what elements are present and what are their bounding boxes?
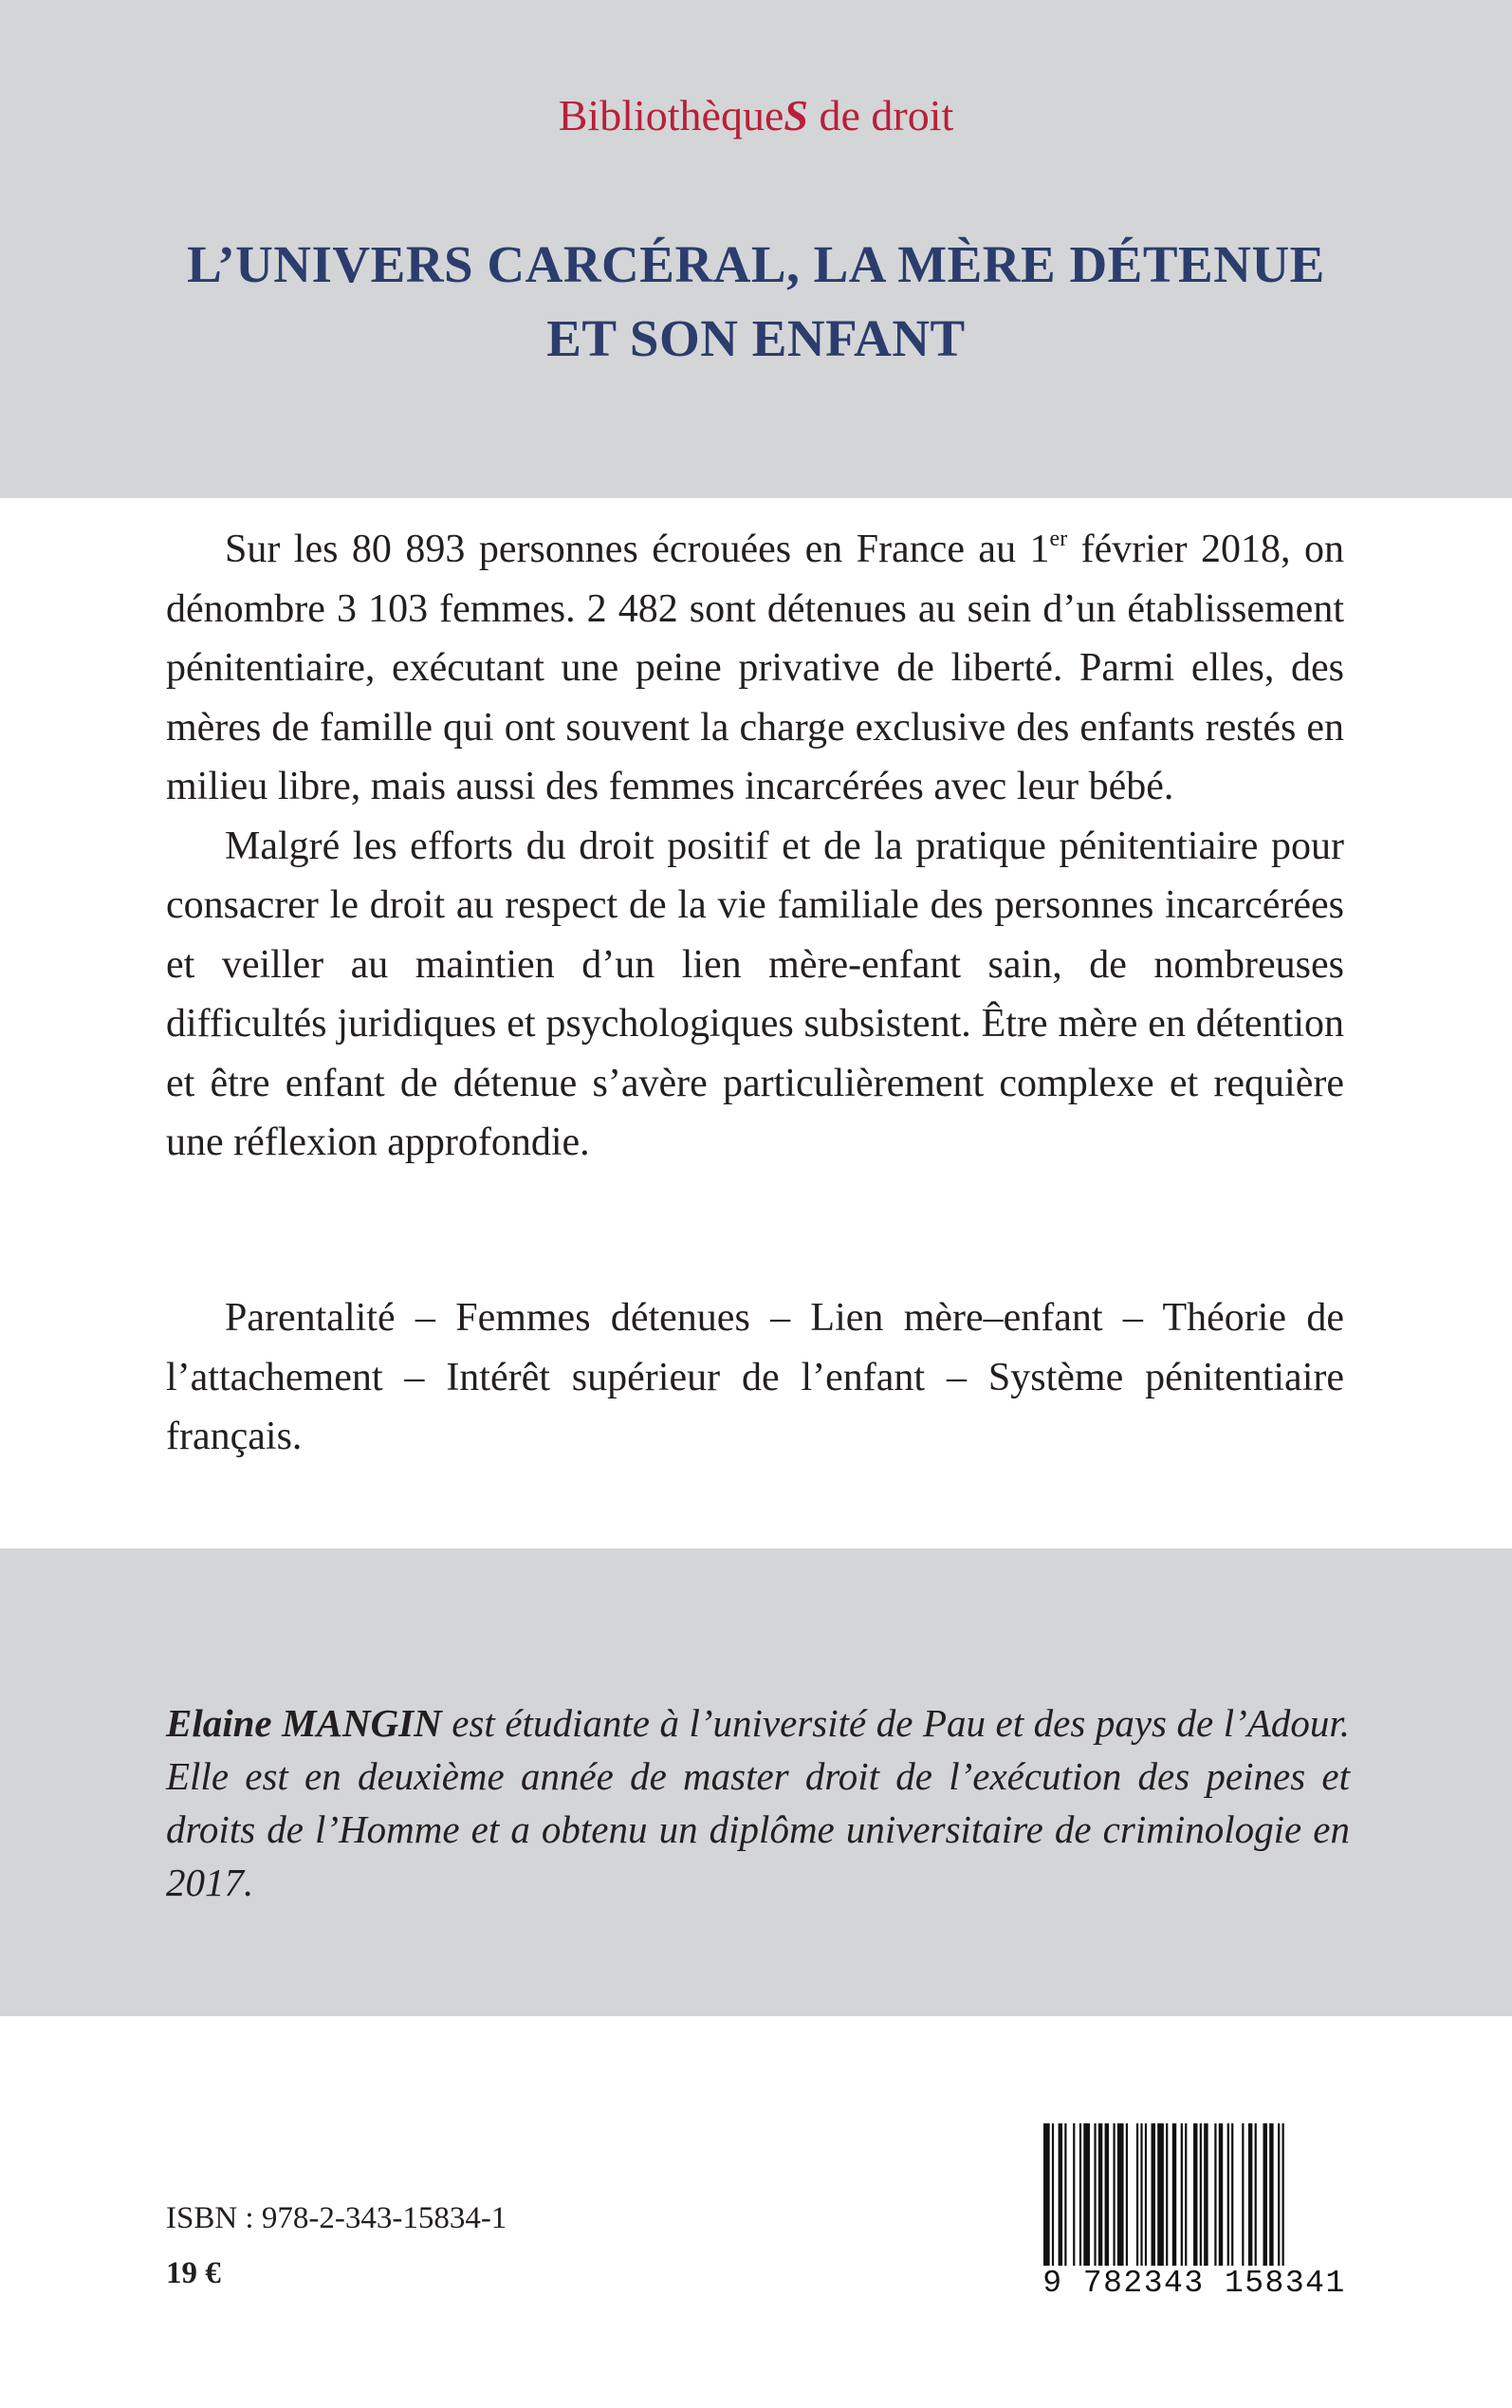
barcode-bar (1278, 2123, 1280, 2266)
barcode-bar (1157, 2123, 1164, 2266)
barcode-bar (1140, 2123, 1142, 2266)
book-title (0, 228, 1512, 376)
barcode-bar (1255, 2123, 1257, 2266)
collection-s: S (784, 91, 808, 139)
barcode-bar (1098, 2123, 1102, 2266)
barcode-bar (1126, 2123, 1128, 2266)
author-bio-text: est étudiante à l’université de Pau et des pays de l’Adour. Elle est en deuxième année de master droit de l’exécution des peines et droits de l’Homme et a obtenu un diplôme universitaire de criminologie en 2017. (166, 1701, 1351, 1904)
barcode-bar (1204, 2123, 1208, 2266)
barcode-bar (1145, 2123, 1147, 2266)
collection-rest: de droit (807, 91, 954, 139)
title-line-2: ET SON ENFANT (546, 309, 966, 367)
barcode-bar (1181, 2123, 1183, 2266)
barcode-bar (1113, 2123, 1115, 2266)
superscript-er: er (1049, 527, 1068, 551)
barcode-bar (1214, 2123, 1216, 2266)
summary-paragraph-2: Malgré les efforts du droit positif et de la pratique pénitentiaire pour consacrer le droit au respect de la vie familiale des personnes incarcérées et veiller au maintien d’un lien mère-enfant sain, de nombreuses difficultés juridiques et psychologiques subsistent. Être mère en détention et être enfant de détenue s’avère particulièrement complexe et requière une réflexion approfondie. (166, 824, 1344, 1164)
barcode-bar (1094, 2123, 1096, 2266)
collection-name (0, 87, 1512, 144)
barcode-bar (1064, 2123, 1066, 2266)
summary (166, 520, 1344, 1173)
barcode-bar (1242, 2123, 1244, 2266)
barcode-bar (1282, 2123, 1284, 2266)
author-bio (166, 1696, 1350, 1909)
barcode-bar (1152, 2123, 1155, 2266)
barcode-bar (1043, 2123, 1050, 2266)
barcode-bar (1117, 2123, 1124, 2266)
barcode-bar (1231, 2123, 1233, 2266)
barcode (1034, 2116, 1355, 2306)
barcode-bars (1043, 2123, 1345, 2266)
author-name: Elaine MANGIN (166, 1701, 442, 1745)
barcode-bar (1083, 2123, 1090, 2266)
barcode-bar (1200, 2123, 1202, 2266)
summary-p1-rest: février 2018, on dénombre 3 103 femmes. 2 482 sont détenues au sein d’un établissement pénitentiaire, exécutant une peine privative de liberté. Parmi elles, des mères de famille qui ont souvent la charge exclusive des enfants restés en milieu libre, mais aussi des femmes incarcérées avec leur bébé. (166, 528, 1344, 808)
barcode-bar (1269, 2123, 1273, 2266)
barcode-bar (1052, 2123, 1054, 2266)
summary-p1-start: Sur les 80 893 personnes écrouées en France au 1 (225, 528, 1050, 571)
barcode-bar (1136, 2123, 1138, 2266)
price: 19 € (166, 2256, 221, 2290)
barcode-bar (1059, 2123, 1062, 2266)
barcode-digits: 9 782343 158341 (1042, 2266, 1346, 2301)
barcode-bar (1219, 2123, 1223, 2266)
title-line-1: L’UNIVERS CARCÉRAL, LA MÈRE DÉTENUE (187, 235, 1325, 293)
barcode-bar (1193, 2123, 1197, 2266)
barcode-bar (1172, 2123, 1176, 2266)
keywords: Parentalité – Femmes détenues – Lien mère–enfant – Théorie de l’attachement – Intérêt supérieur de l’enfant – Système pénitentiaire français. (166, 1296, 1344, 1458)
barcode-bar (1185, 2123, 1187, 2266)
barcode-bar (1105, 2123, 1109, 2266)
barcode-bar (1263, 2123, 1267, 2266)
barcode-bar (1248, 2123, 1252, 2266)
barcode-bar (1079, 2123, 1081, 2266)
isbn: ISBN : 978-2-343-15834-1 (166, 2201, 507, 2235)
collection-main: Bibliothèque (558, 91, 784, 139)
summary-paragraph-1 (166, 520, 1344, 817)
barcode-bar (1166, 2123, 1168, 2266)
barcode-bar (1227, 2123, 1229, 2266)
barcode-bar (1073, 2123, 1075, 2266)
